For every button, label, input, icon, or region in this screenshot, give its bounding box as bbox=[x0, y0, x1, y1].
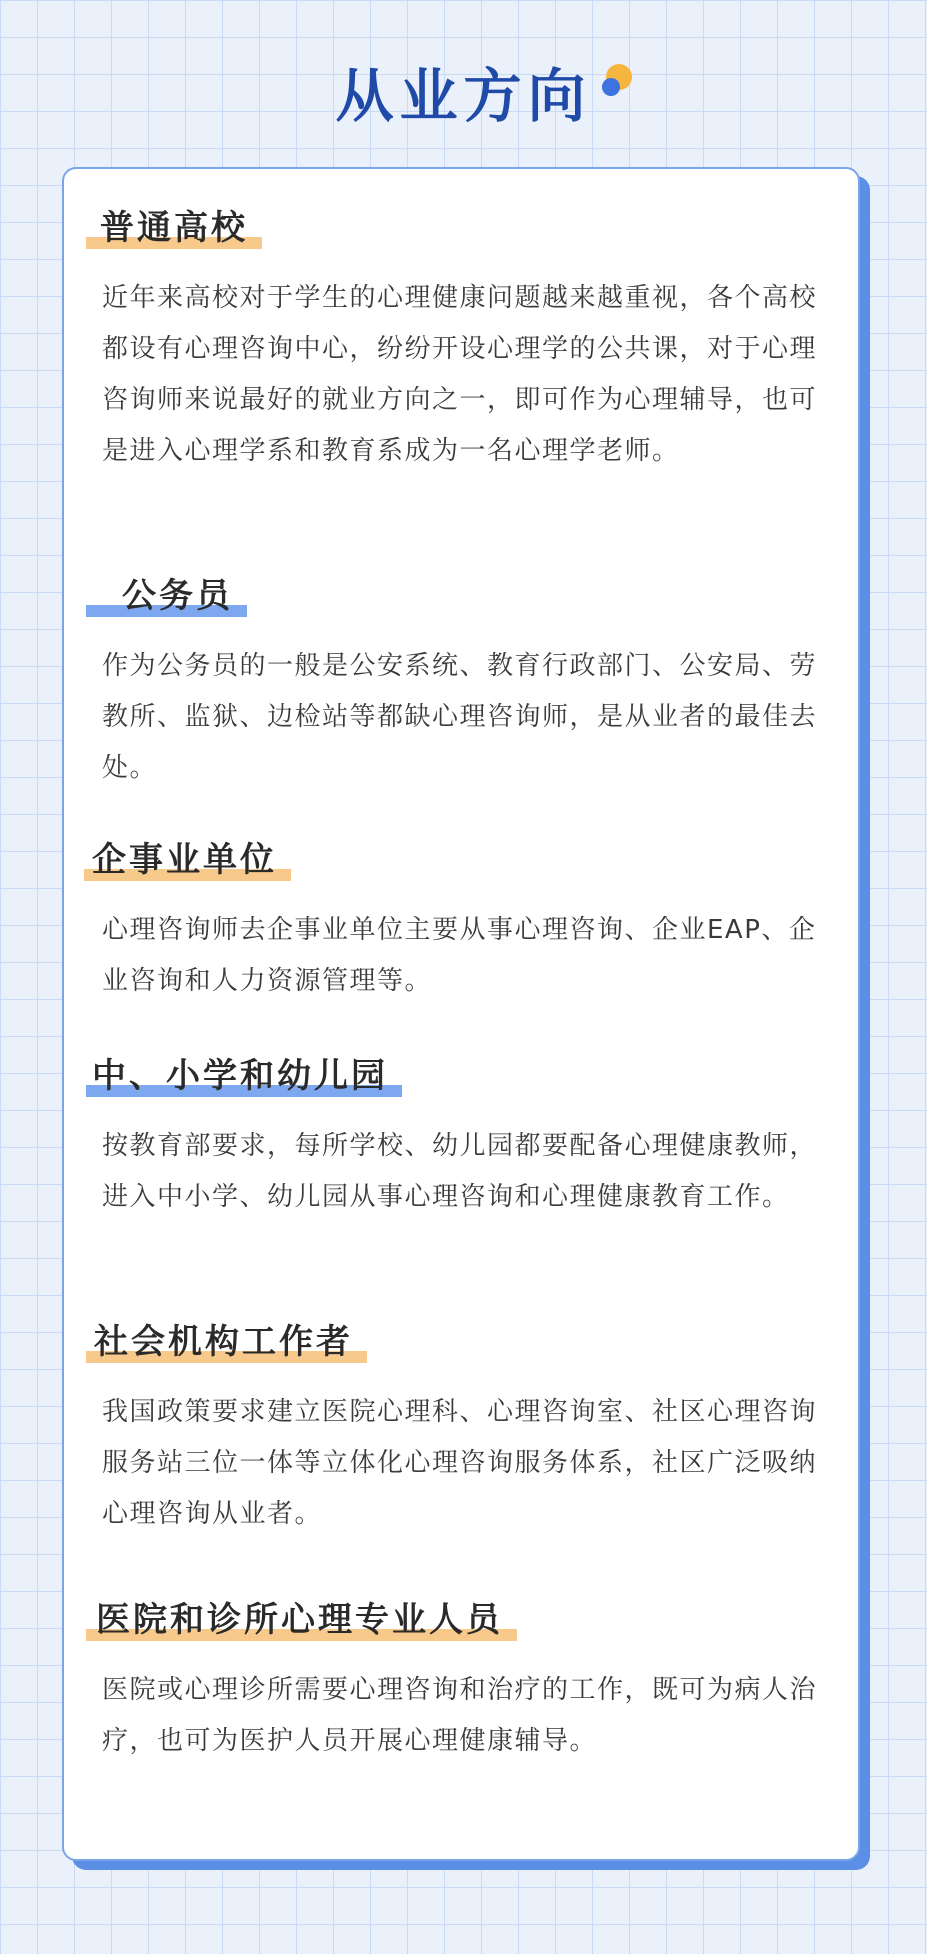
page-title bbox=[335, 56, 591, 136]
section-body: 心理咨询师去企事业单位主要从事心理咨询、企业EAP、企业咨询和人力资源管理等。 bbox=[102, 915, 817, 996]
content-card bbox=[62, 167, 860, 1861]
section-schools bbox=[64, 1053, 858, 1223]
section-university bbox=[64, 205, 858, 477]
section-heading: 中、小学和幼儿园 bbox=[86, 1053, 402, 1099]
section-heading: 普通高校 bbox=[86, 205, 262, 251]
section-body: 按教育部要求，每所学校、幼儿园都要配备心理健康教师，进入中小学、幼儿园从事心理咨询和心理健康教育工作。 bbox=[102, 1131, 818, 1212]
section-body: 近年来高校对于学生的心理健康问题越来越重视，各个高校都设有心理咨询中心，纷纷开设心理学的公共课，对于心理咨询师来说最好的就业方向之一，即可作为心理辅导，也可是进入心理学系和教育系成为一名心理学老师。 bbox=[102, 283, 818, 466]
section-social-institutions bbox=[64, 1319, 858, 1540]
section-heading: 企事业单位 bbox=[84, 837, 291, 883]
section-body: 医院或心理诊所需要心理咨询和治疗的工作，既可为病人治疗，也可为医护人员开展心理健康辅导。 bbox=[102, 1675, 818, 1756]
section-heading: 公务员 bbox=[86, 573, 247, 619]
page-header bbox=[0, 56, 927, 136]
section-heading: 社会机构工作者 bbox=[86, 1319, 367, 1365]
section-enterprise bbox=[64, 837, 858, 1007]
section-body: 我国政策要求建立医院心理科、心理咨询室、社区心理咨询服务站三位一体等立体化心理咨询服务体系，社区广泛吸纳心理咨询从业者。 bbox=[102, 1397, 818, 1529]
decorative-dot-blue-icon bbox=[602, 78, 620, 96]
section-body: 作为公务员的一般是公安系统、教育行政部门、公安局、劳教所、监狱、边检站等都缺心理咨询师，是从业者的最佳去处。 bbox=[102, 651, 818, 783]
page-title-text: 从业方向 bbox=[335, 62, 592, 130]
section-civil-servant bbox=[64, 573, 858, 794]
section-hospitals bbox=[64, 1597, 858, 1767]
section-heading: 医院和诊所心理专业人员 bbox=[86, 1597, 517, 1643]
